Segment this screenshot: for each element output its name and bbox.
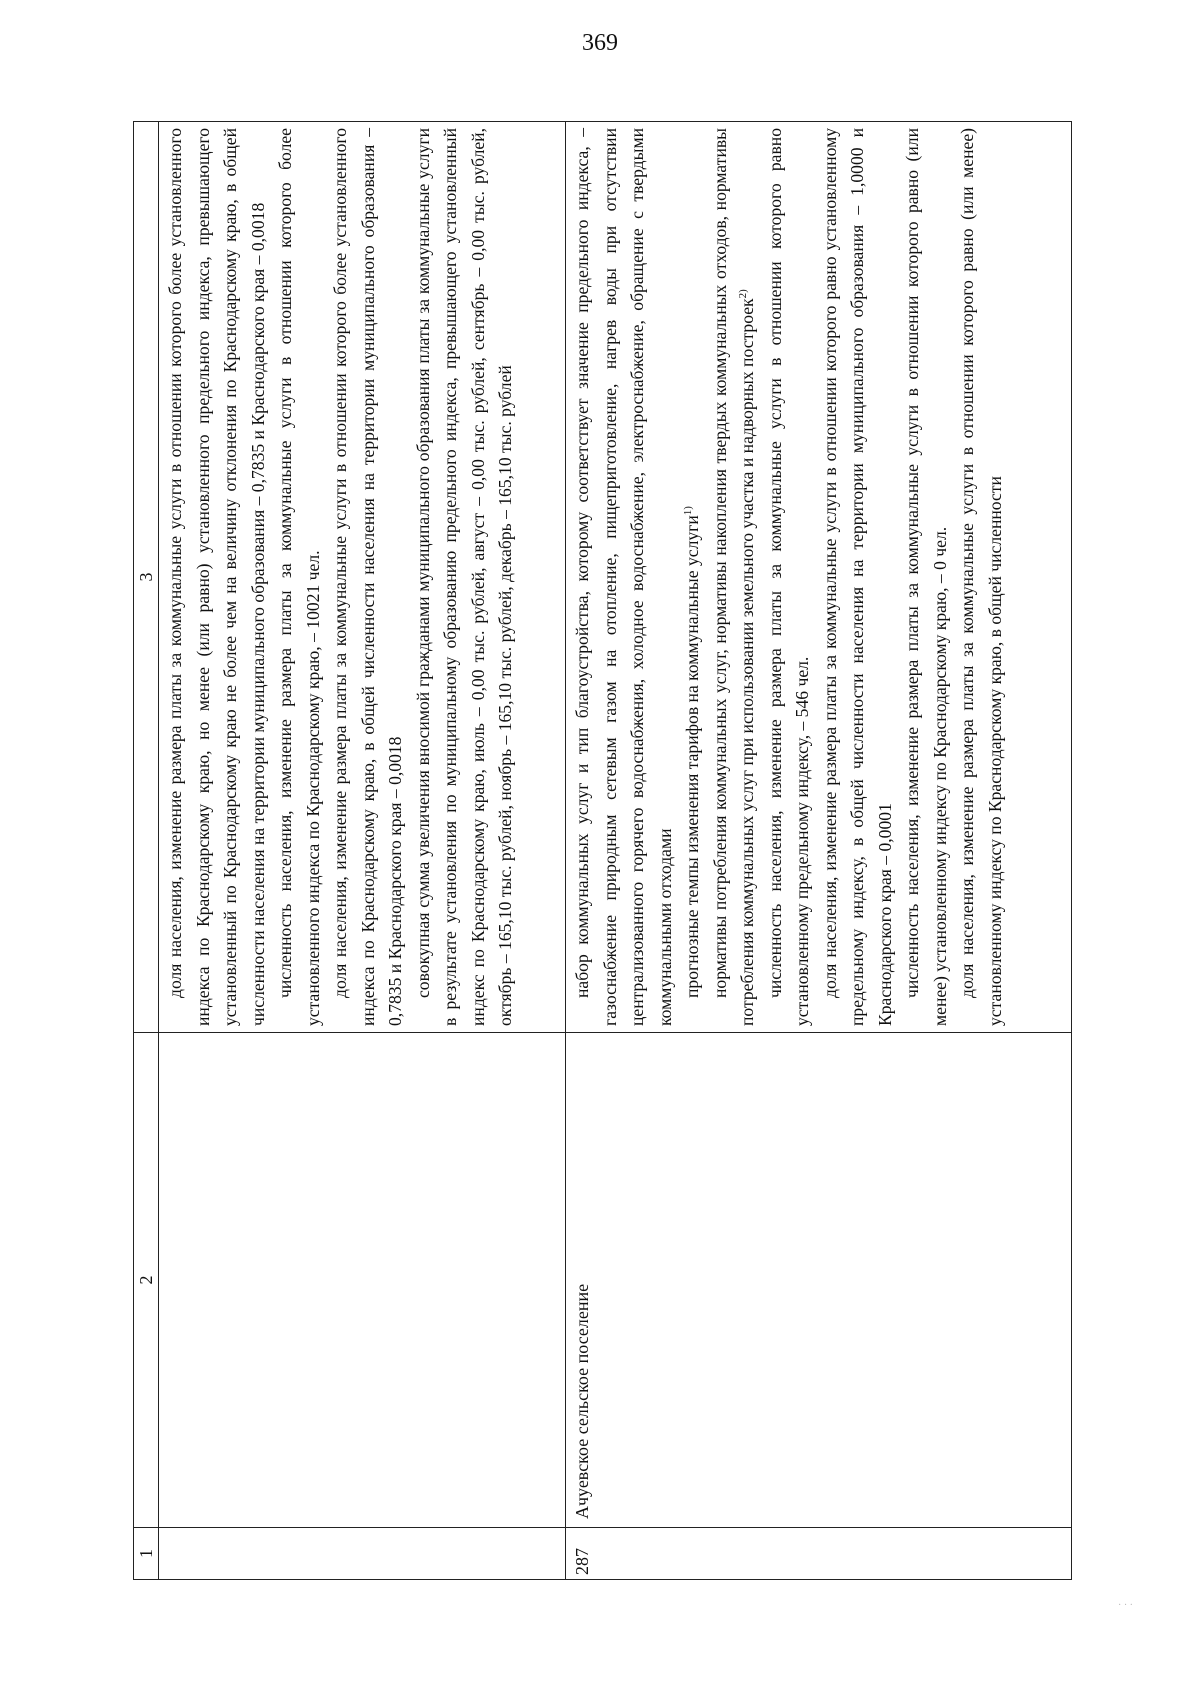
description-paragraph xyxy=(762,128,817,1026)
table-row xyxy=(566,122,1072,1580)
paragraph-text: доля населения, изменение размера платы за коммунальные услуги в отношении которого более установленного индекса по Краснодарскому краю, но менее (или равно) установленного предельного индекса, превышающего установленный по Краснодарскому краю не более чем на величину отклонения по Краснодарскому краю, в общей численности населения на территории муниципального образования – 0,7835 и Краснодарского края – 0,0018 xyxy=(165,128,268,1026)
paragraph-text: численность населения, изменение размера платы за коммунальные услуги в отношении которого более установленного индекса по Краснодарскому краю, – 10021 чел. xyxy=(275,128,323,1026)
table-row xyxy=(159,122,566,1580)
row-number xyxy=(159,1528,566,1580)
scan-artifact: · · · xyxy=(1118,1600,1133,1611)
tariff-table xyxy=(133,121,1072,1580)
description-paragraph xyxy=(679,128,707,1026)
description-paragraph xyxy=(817,128,900,1026)
table-header-row xyxy=(134,122,159,1580)
description-paragraph xyxy=(707,128,762,1026)
description-paragraph xyxy=(954,128,1009,1026)
municipality-name xyxy=(159,1033,566,1528)
description-paragraph xyxy=(162,128,272,1026)
column-header-1: 1 xyxy=(134,1528,159,1580)
column-header-3: 3 xyxy=(134,122,159,1033)
paragraph-text: численность населения, изменение размера платы за коммунальные услуги в отношении которого равно (или менее) установленному индексу по Краснодарскому краю, – 0 чел. xyxy=(902,128,950,1026)
description-paragraph xyxy=(569,128,679,1026)
footnote-marker: 1) xyxy=(682,506,695,516)
description-cell xyxy=(159,122,566,1033)
description-paragraph xyxy=(327,128,410,1026)
paragraph-text: доля населения, изменение размера платы за коммунальные услуги в отношении которого равно (или менее) установленному индексу по Краснодарскому краю, в общей численности xyxy=(957,128,1005,1026)
municipality-name: Ачуевское сельское поселение xyxy=(566,1033,1072,1528)
rotated-table-container xyxy=(133,122,1070,1580)
column-header-2: 2 xyxy=(134,1033,159,1528)
page-number: 369 xyxy=(582,30,618,56)
paragraph-text: нормативы потребления коммунальных услуг, нормативы накопления твердых коммунальных отходов, нормативы потребления коммунальных услуг при использовании земельного участка и надворных построек xyxy=(709,128,757,1026)
row-number: 287 xyxy=(566,1528,1072,1580)
description-paragraph xyxy=(272,128,327,1026)
description-text xyxy=(159,122,520,1032)
description-paragraph xyxy=(899,128,954,1026)
paragraph-text: доля населения, изменение размера платы за коммунальные услуги в отношении которого более установленного индекса по Краснодарскому краю, в общей численности населения на территории муниципального образования – 0,7835 и Краснодарского края – 0,0018 xyxy=(330,128,405,1026)
description-text xyxy=(566,122,1009,1032)
footnote-marker: 2) xyxy=(737,289,750,299)
paragraph-text: доля населения, изменение размера платы за коммунальные услуги в отношении которого равно установленному предельному индексу, в общей численности населения на территории муниципального образования – 1,0000 и Краснодарского края – 0,0001 xyxy=(819,128,895,1026)
paragraph-text: набор коммунальных услуг и тип благоустройства, которому соответствует значение предельного индекса, – газоснабжение природным сетевым газом на отопление, пищеприготовление, нагрев воды при отсутствии централизованного горячего водоснабжения, холодное водоснабжение, электроснабжение, обращение с твердыми коммунальными отходами xyxy=(572,128,675,1026)
table-body xyxy=(159,122,1072,1580)
paragraph-text: прогнозные темпы изменения тарифов на коммунальные услуги xyxy=(682,515,702,998)
description-paragraph xyxy=(410,128,520,1026)
description-cell xyxy=(566,122,1072,1033)
paragraph-text: совокупная сумма увеличения вносимой гражданами муниципального образования платы за коммунальные услуги в результате установления по муниципальному образованию предельного индекса, превышающего установленный индекс по Краснодарскому краю, июль – 0,00 тыс. рублей, август – 0,00 тыс. рублей, сентябрь – 0,00 тыс. рублей, октябрь – 165,10 тыс. рублей, ноябрь – 165,10 тыс. рублей, декабрь – 165,10 тыс. рублей xyxy=(412,128,515,1026)
paragraph-text: численность населения, изменение размера платы за коммунальные услуги в отношении которого равно установленному предельному индексу, – 546 чел. xyxy=(764,128,812,1026)
